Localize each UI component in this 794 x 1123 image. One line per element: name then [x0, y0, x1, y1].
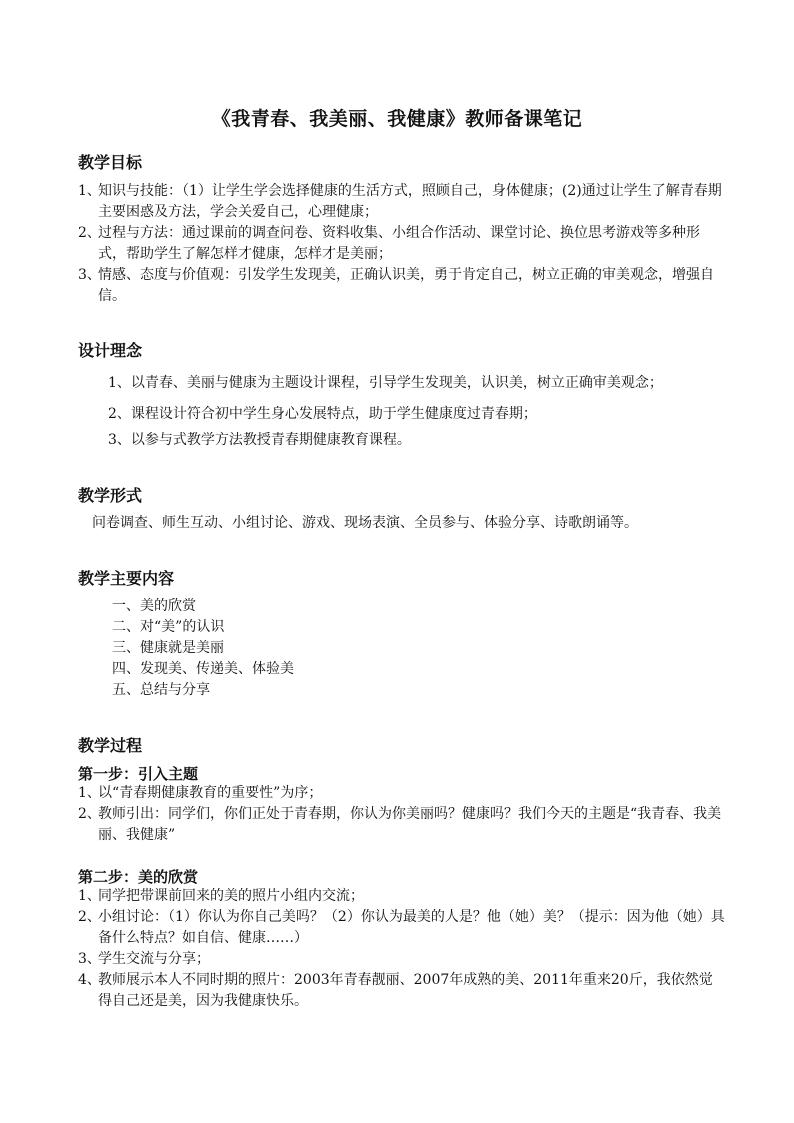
goals-item	[78, 265, 726, 307]
form-heading: 教学形式	[78, 486, 143, 505]
item-text: 学生交流与分享；	[98, 951, 210, 967]
item-number: 3、	[78, 267, 101, 283]
goals-item	[78, 223, 726, 265]
concept-heading: 设计理念	[78, 341, 143, 360]
process-heading: 教学过程	[78, 736, 143, 755]
content-item: 五、总结与分享	[112, 682, 210, 698]
item-number: 1、	[78, 888, 101, 904]
content-heading: 教学主要内容	[78, 569, 175, 588]
item-number: 2、	[78, 806, 101, 822]
item-text: 过程与方法：通过课前的调查问卷、资料收集、小组合作活动、课堂讨论、换位思考游戏等多种形式，帮助学生了解怎样才健康，怎样才是美丽；	[98, 225, 700, 262]
goals-item	[78, 181, 726, 223]
content-item: 三、健康就是美丽	[112, 640, 224, 656]
item-number: 1、	[78, 785, 101, 801]
concept-item: 2、课程设计符合初中学生身心发展特点，助于学生健康度过青春期；	[108, 406, 537, 422]
goals-heading: 教学目标	[78, 153, 143, 172]
item-text: 以“青春期健康教育的重要性”为序；	[98, 785, 323, 801]
content-item: 一、美的欣赏	[112, 598, 196, 614]
document-title: 《我青春、我美丽、我健康》教师备课笔记	[211, 108, 583, 130]
form-text: 问卷调查、师生互动、小组讨论、游戏、现场表演、全员参与、体验分享、诗歌朗诵等。	[92, 515, 638, 531]
item-text: 同学把带课前回来的美的照片小组内交流；	[98, 888, 364, 904]
step1-title: 第一步：引入主题	[78, 765, 199, 783]
item-number: 2、	[78, 909, 101, 925]
item-number: 2、	[78, 225, 101, 241]
content-item: 二、对“美”的认识	[112, 619, 225, 635]
step1-item	[78, 783, 726, 804]
step1-item	[78, 804, 726, 846]
item-number: 4、	[78, 972, 101, 988]
concept-item: 1、以青春、美丽与健康为主题设计课程，引导学生发现美，认识美，树立正确审美观念；	[108, 375, 663, 391]
item-number: 1、	[78, 183, 101, 199]
step2-title: 第二步：美的欣赏	[78, 868, 199, 886]
step2-item	[78, 949, 726, 970]
step2-item	[78, 970, 726, 1012]
item-text: 情感、态度与价值观：引发学生发现美，正确认识美，勇于肯定自己，树立正确的审美观念，增强自信。	[98, 267, 714, 304]
step2-item	[78, 886, 726, 907]
content-item: 四、发现美、传递美、体验美	[112, 661, 294, 677]
concept-item: 3、以参与式教学方法教授青春期健康教育课程。	[108, 432, 411, 448]
item-text: 知识与技能：（1）让学生学会选择健康的生活方式，照顾自己，身体健康；(2)通过让学生了解青春期主要困惑及方法，学会关爱自己，心理健康；	[98, 183, 722, 220]
item-text: 小组讨论：（1）你认为你自己美吗？（2）你认为最美的人是？他（她）美？（提示：因为他（她）具备什么特点？如自信、健康……）	[98, 909, 725, 946]
item-number: 3、	[78, 951, 101, 967]
item-text: 教师引出：同学们，你们正处于青春期，你认为你美丽吗？健康吗？我们今天的主题是“我青春、我美丽、我健康”	[98, 806, 722, 843]
item-text: 教师展示本人不同时期的照片：2003年青春靓丽、2007年成熟的美、2011年重来20斤，我依然觉得自己还是美，因为我健康快乐。	[98, 972, 713, 1009]
step2-item	[78, 907, 726, 949]
